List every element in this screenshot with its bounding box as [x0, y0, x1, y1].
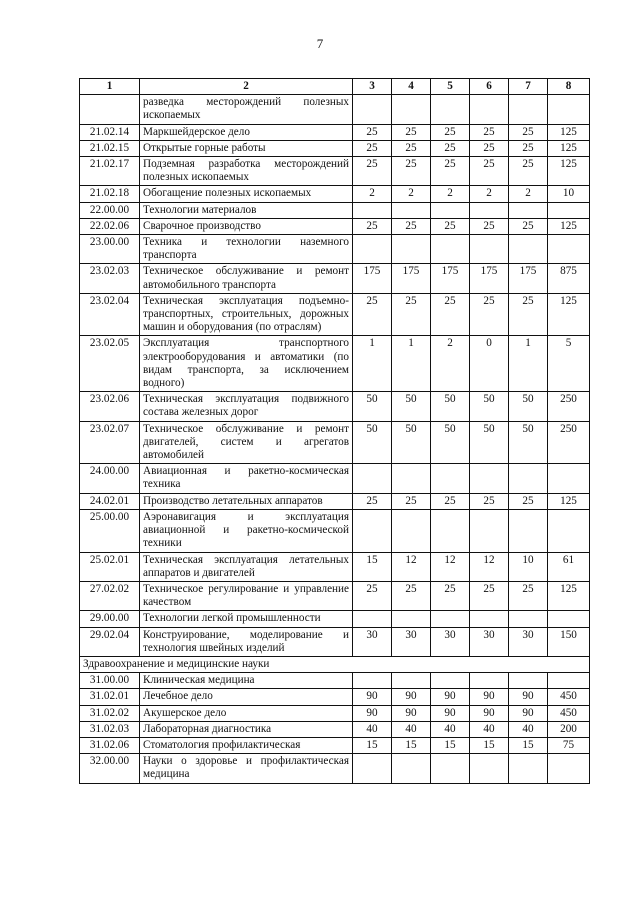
specialty-name: Акушерское дело: [140, 705, 353, 721]
specialty-code: 31.02.06: [80, 737, 140, 753]
value-cell: 90: [509, 689, 548, 705]
specialty-name: Сварочное производство: [140, 218, 353, 234]
table-row: [80, 293, 590, 336]
header-cell: 8: [548, 79, 590, 95]
table-row: [80, 421, 590, 464]
value-cell: [392, 95, 431, 124]
total-cell: [548, 611, 590, 627]
value-cell: 15: [353, 737, 392, 753]
value-cell: 25: [509, 124, 548, 140]
specialty-name: Техническая эксплуатация подвижного состава железных дорог: [140, 392, 353, 421]
value-cell: 25: [509, 140, 548, 156]
specialty-code: 25.00.00: [80, 509, 140, 552]
specialty-code: 23.02.05: [80, 336, 140, 392]
table-row: [80, 705, 590, 721]
value-cell: 25: [392, 218, 431, 234]
value-cell: 25: [431, 124, 470, 140]
value-cell: 50: [509, 392, 548, 421]
table-row: [80, 552, 590, 581]
value-cell: 50: [392, 392, 431, 421]
value-cell: 1: [392, 336, 431, 392]
value-cell: 15: [353, 552, 392, 581]
value-cell: 15: [431, 737, 470, 753]
value-cell: 25: [470, 157, 509, 186]
table-row: [80, 264, 590, 293]
specialty-name: Техническая эксплуатация подъемно-транспортных, строительных, дорожных машин и оборудования (по отраслям): [140, 293, 353, 336]
specialty-name: Маркшейдерское дело: [140, 124, 353, 140]
value-cell: 2: [470, 186, 509, 202]
specialty-code: 21.02.17: [80, 157, 140, 186]
header-cell: 4: [392, 79, 431, 95]
value-cell: 25: [353, 140, 392, 156]
value-cell: [431, 235, 470, 264]
value-cell: 25: [353, 218, 392, 234]
page-number: 7: [316, 36, 324, 51]
specialty-name: разведка месторождений полезных ископаемых: [140, 95, 353, 124]
value-cell: [353, 464, 392, 493]
specialty-name: Техническое регулирование и управление качеством: [140, 581, 353, 610]
table-row: [80, 202, 590, 218]
value-cell: 25: [431, 218, 470, 234]
value-cell: 25: [470, 581, 509, 610]
header-cell: 7: [509, 79, 548, 95]
value-cell: 50: [353, 392, 392, 421]
specialty-code: 29.02.04: [80, 627, 140, 656]
specialty-code: 29.00.00: [80, 611, 140, 627]
specialty-code: 31.02.01: [80, 689, 140, 705]
specialty-name: Авиационная и ракетно-космическая техника: [140, 464, 353, 493]
value-cell: [353, 509, 392, 552]
value-cell: 25: [509, 157, 548, 186]
value-cell: 90: [353, 705, 392, 721]
value-cell: 25: [470, 493, 509, 509]
total-cell: 75: [548, 737, 590, 753]
table-row: [80, 95, 590, 124]
value-cell: 25: [470, 124, 509, 140]
value-cell: [431, 95, 470, 124]
value-cell: 30: [353, 627, 392, 656]
value-cell: 2: [431, 336, 470, 392]
total-cell: 250: [548, 421, 590, 464]
value-cell: [353, 95, 392, 124]
value-cell: 25: [470, 293, 509, 336]
value-cell: 12: [431, 552, 470, 581]
value-cell: 90: [509, 705, 548, 721]
value-cell: 50: [470, 392, 509, 421]
value-cell: [392, 611, 431, 627]
value-cell: 25: [353, 293, 392, 336]
table-row: [80, 611, 590, 627]
value-cell: 25: [509, 293, 548, 336]
total-cell: [548, 754, 590, 783]
value-cell: [353, 611, 392, 627]
value-cell: 175: [392, 264, 431, 293]
table-row: [80, 689, 590, 705]
table-row: [80, 464, 590, 493]
specialty-code: 23.02.07: [80, 421, 140, 464]
specialty-name: Эксплуатация транспортного электрооборудования и автоматики (по видам транспорта, за исключением водного): [140, 336, 353, 392]
total-cell: 875: [548, 264, 590, 293]
specialty-name: Обогащение полезных ископаемых: [140, 186, 353, 202]
header-cell: 3: [353, 79, 392, 95]
value-cell: [470, 754, 509, 783]
total-cell: 125: [548, 140, 590, 156]
total-cell: 125: [548, 493, 590, 509]
value-cell: 30: [431, 627, 470, 656]
specialty-code: 22.02.06: [80, 218, 140, 234]
value-cell: 40: [509, 721, 548, 737]
value-cell: [470, 673, 509, 689]
total-cell: 61: [548, 552, 590, 581]
table-row: [80, 218, 590, 234]
table-row: [80, 157, 590, 186]
value-cell: [431, 464, 470, 493]
section-row: [80, 656, 590, 672]
value-cell: 25: [353, 124, 392, 140]
value-cell: 12: [470, 552, 509, 581]
value-cell: 175: [353, 264, 392, 293]
value-cell: [431, 611, 470, 627]
value-cell: [509, 235, 548, 264]
specialty-code: 23.02.04: [80, 293, 140, 336]
total-cell: 450: [548, 689, 590, 705]
value-cell: 1: [509, 336, 548, 392]
value-cell: 2: [431, 186, 470, 202]
specialty-code: 31.02.03: [80, 721, 140, 737]
table-row: [80, 509, 590, 552]
specialty-code: 25.02.01: [80, 552, 140, 581]
value-cell: [509, 673, 548, 689]
specialty-code: 21.02.14: [80, 124, 140, 140]
value-cell: 50: [431, 392, 470, 421]
total-cell: 125: [548, 157, 590, 186]
header-cell: 1: [80, 79, 140, 95]
value-cell: 25: [392, 493, 431, 509]
table-row: [80, 186, 590, 202]
total-cell: 250: [548, 392, 590, 421]
value-cell: 25: [392, 157, 431, 186]
specialty-name: Техническое обслуживание и ремонт автомобильного транспорта: [140, 264, 353, 293]
value-cell: 90: [353, 689, 392, 705]
specialty-name: Техническая эксплуатация летательных аппаратов и двигателей: [140, 552, 353, 581]
value-cell: 50: [431, 421, 470, 464]
value-cell: 175: [431, 264, 470, 293]
value-cell: [353, 235, 392, 264]
value-cell: 15: [509, 737, 548, 753]
value-cell: 25: [470, 218, 509, 234]
value-cell: [392, 509, 431, 552]
value-cell: 25: [353, 493, 392, 509]
value-cell: 50: [470, 421, 509, 464]
specialty-code: 27.02.02: [80, 581, 140, 610]
table-row: [80, 754, 590, 783]
value-cell: [392, 235, 431, 264]
total-cell: 125: [548, 218, 590, 234]
value-cell: [431, 509, 470, 552]
section-title: Здравоохранение и медицинские науки: [80, 656, 590, 672]
table-header-row: [80, 79, 590, 95]
value-cell: 25: [392, 293, 431, 336]
value-cell: [470, 202, 509, 218]
value-cell: 40: [431, 721, 470, 737]
value-cell: 90: [431, 689, 470, 705]
value-cell: 25: [353, 581, 392, 610]
specialty-name: Производство летательных аппаратов: [140, 493, 353, 509]
value-cell: 25: [392, 581, 431, 610]
value-cell: 25: [431, 293, 470, 336]
value-cell: 25: [392, 140, 431, 156]
table-row: [80, 392, 590, 421]
value-cell: [509, 202, 548, 218]
total-cell: 150: [548, 627, 590, 656]
table-row: [80, 124, 590, 140]
specialty-name: Клиническая медицина: [140, 673, 353, 689]
total-cell: 5: [548, 336, 590, 392]
table-row: [80, 493, 590, 509]
value-cell: [509, 464, 548, 493]
value-cell: [470, 611, 509, 627]
value-cell: 15: [470, 737, 509, 753]
value-cell: 30: [470, 627, 509, 656]
value-cell: [392, 464, 431, 493]
value-cell: [470, 464, 509, 493]
total-cell: [548, 202, 590, 218]
value-cell: 25: [431, 581, 470, 610]
total-cell: 200: [548, 721, 590, 737]
value-cell: 175: [509, 264, 548, 293]
table-row: [80, 627, 590, 656]
total-cell: 125: [548, 293, 590, 336]
specialty-name: Лабораторная диагностика: [140, 721, 353, 737]
value-cell: 25: [509, 581, 548, 610]
value-cell: 25: [470, 140, 509, 156]
value-cell: [353, 754, 392, 783]
specialty-code: 23.00.00: [80, 235, 140, 264]
specialty-code: 31.02.02: [80, 705, 140, 721]
total-cell: [548, 673, 590, 689]
total-cell: [548, 464, 590, 493]
specialty-name: Науки о здоровье и профилактическая медицина: [140, 754, 353, 783]
value-cell: 40: [392, 721, 431, 737]
specialty-code: 31.00.00: [80, 673, 140, 689]
value-cell: 1: [353, 336, 392, 392]
value-cell: 25: [509, 493, 548, 509]
value-cell: 90: [470, 689, 509, 705]
header-cell: 6: [470, 79, 509, 95]
value-cell: 175: [470, 264, 509, 293]
specialty-code: 24.02.01: [80, 493, 140, 509]
table-row: [80, 737, 590, 753]
table-row: [80, 336, 590, 392]
value-cell: 25: [431, 157, 470, 186]
value-cell: 25: [509, 218, 548, 234]
value-cell: 30: [392, 627, 431, 656]
value-cell: 50: [353, 421, 392, 464]
value-cell: 50: [392, 421, 431, 464]
specialty-code: 23.02.06: [80, 392, 140, 421]
value-cell: [509, 754, 548, 783]
table-row: [80, 581, 590, 610]
value-cell: [470, 235, 509, 264]
specialty-code: 24.00.00: [80, 464, 140, 493]
table-row: [80, 140, 590, 156]
specialty-name: Технологии легкой промышленности: [140, 611, 353, 627]
value-cell: [392, 754, 431, 783]
value-cell: [431, 673, 470, 689]
total-cell: 10: [548, 186, 590, 202]
specialty-name: Конструирование, моделирование и технология швейных изделий: [140, 627, 353, 656]
value-cell: 12: [392, 552, 431, 581]
header-cell: 2: [140, 79, 353, 95]
value-cell: 0: [470, 336, 509, 392]
value-cell: 10: [509, 552, 548, 581]
total-cell: 125: [548, 581, 590, 610]
value-cell: 40: [353, 721, 392, 737]
table-row: [80, 235, 590, 264]
specialty-name: Аэронавигация и эксплуатация авиационной и ракетно-космической техники: [140, 509, 353, 552]
value-cell: [431, 754, 470, 783]
value-cell: [509, 95, 548, 124]
specialty-code: 23.02.03: [80, 264, 140, 293]
specialty-code: 21.02.15: [80, 140, 140, 156]
value-cell: 90: [470, 705, 509, 721]
value-cell: 25: [431, 493, 470, 509]
total-cell: 450: [548, 705, 590, 721]
value-cell: [392, 673, 431, 689]
value-cell: 90: [392, 689, 431, 705]
value-cell: 30: [509, 627, 548, 656]
specialty-name: Лечебное дело: [140, 689, 353, 705]
specialty-name: Стоматология профилактическая: [140, 737, 353, 753]
total-cell: 125: [548, 124, 590, 140]
total-cell: [548, 509, 590, 552]
specialties-table: [79, 78, 590, 784]
value-cell: 15: [392, 737, 431, 753]
value-cell: 2: [509, 186, 548, 202]
value-cell: [353, 673, 392, 689]
value-cell: [392, 202, 431, 218]
value-cell: 90: [431, 705, 470, 721]
total-cell: [548, 235, 590, 264]
specialty-name: Технологии материалов: [140, 202, 353, 218]
specialty-code: 22.00.00: [80, 202, 140, 218]
value-cell: [353, 202, 392, 218]
total-cell: [548, 95, 590, 124]
value-cell: 90: [392, 705, 431, 721]
value-cell: [470, 95, 509, 124]
specialty-code: 32.00.00: [80, 754, 140, 783]
value-cell: 25: [392, 124, 431, 140]
value-cell: [509, 611, 548, 627]
specialty-name: Подземная разработка месторождений полезных ископаемых: [140, 157, 353, 186]
specialty-code: 21.02.18: [80, 186, 140, 202]
table-body: [80, 95, 590, 783]
value-cell: 25: [431, 140, 470, 156]
value-cell: [431, 202, 470, 218]
value-cell: 2: [392, 186, 431, 202]
value-cell: 50: [509, 421, 548, 464]
value-cell: [509, 509, 548, 552]
value-cell: [470, 509, 509, 552]
specialty-name: Техническое обслуживание и ремонт двигателей, систем и агрегатов автомобилей: [140, 421, 353, 464]
value-cell: 2: [353, 186, 392, 202]
specialty-code: [80, 95, 140, 124]
specialty-name: Открытые горные работы: [140, 140, 353, 156]
table-row: [80, 673, 590, 689]
specialty-name: Техника и технологии наземного транспорта: [140, 235, 353, 264]
header-cell: 5: [431, 79, 470, 95]
table-row: [80, 721, 590, 737]
value-cell: 25: [353, 157, 392, 186]
value-cell: 40: [470, 721, 509, 737]
